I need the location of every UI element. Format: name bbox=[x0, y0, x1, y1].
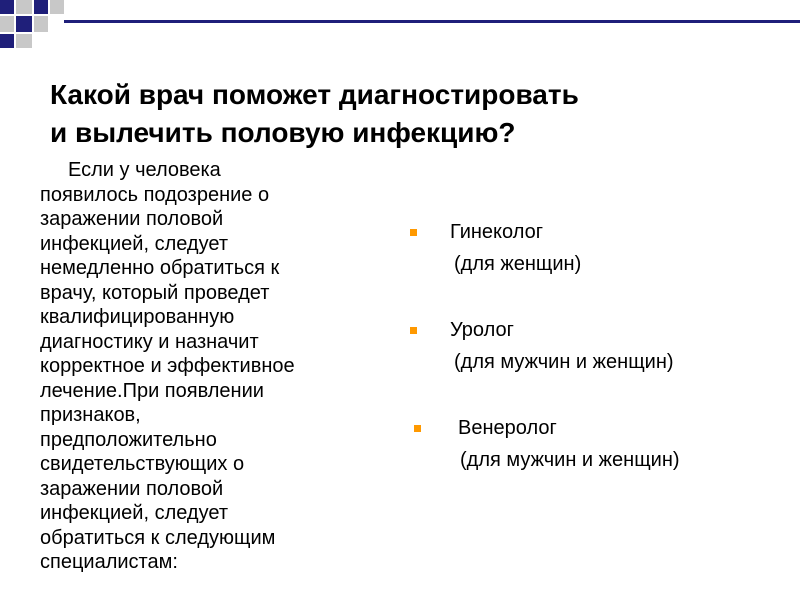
decor-square bbox=[50, 0, 64, 14]
paragraph-line: специалистам: bbox=[40, 551, 178, 573]
paragraph-line: обратиться к следующим bbox=[40, 526, 276, 549]
decor-square bbox=[0, 16, 14, 32]
paragraph-line: корректное и эффективное bbox=[40, 355, 295, 377]
list-item-urologist bbox=[410, 314, 790, 412]
paragraph-line: немедленно обратиться к bbox=[40, 257, 280, 279]
corner-decoration bbox=[0, 0, 800, 50]
paragraph-line: квалифицированную bbox=[40, 306, 235, 328]
paragraph-line: свидетельствующих о bbox=[40, 453, 245, 475]
paragraph-line: инфекцией, следует bbox=[40, 502, 228, 524]
paragraph-line: появилось подозрение о bbox=[40, 183, 270, 206]
specialist-name: Гинеколог bbox=[450, 221, 544, 243]
paragraph-line: лечение.При появлении bbox=[40, 379, 264, 402]
square-bullet-icon bbox=[410, 229, 417, 236]
decor-square bbox=[0, 34, 14, 48]
slide-title-line: Какой врач поможет диагностировать bbox=[50, 79, 579, 110]
decor-square bbox=[34, 16, 48, 32]
square-bullet-icon bbox=[414, 425, 421, 432]
decor-square bbox=[16, 16, 32, 32]
paragraph-line: заражении половой bbox=[40, 208, 224, 230]
specialist-name: Венеролог bbox=[458, 417, 557, 439]
slide-title bbox=[50, 76, 770, 152]
specialist-name: Уролог bbox=[450, 319, 514, 341]
specialists-list bbox=[410, 216, 790, 510]
decor-line bbox=[64, 20, 800, 23]
paragraph-line: Если у человека bbox=[68, 159, 221, 181]
paragraph-line: заражении половой bbox=[40, 477, 224, 500]
list-item-gynecologist bbox=[410, 216, 790, 314]
paragraph-line: предположительно bbox=[40, 428, 217, 451]
specialist-note: (для мужчин и женщин) bbox=[460, 449, 680, 471]
specialist-note: (для женщин) bbox=[454, 253, 582, 275]
paragraph-line: диагностику и назначит bbox=[40, 330, 259, 353]
paragraph-line: признаков, bbox=[40, 404, 141, 426]
decor-square bbox=[16, 34, 32, 48]
explanation-paragraph bbox=[40, 158, 400, 575]
paragraph-line: врачу, который проведет bbox=[40, 281, 270, 304]
decor-square bbox=[16, 0, 32, 14]
specialist-note: (для мужчин и женщин) bbox=[454, 351, 674, 373]
list-item-venereologist bbox=[410, 412, 790, 510]
slide-title-line: и вылечить половую инфекцию? bbox=[50, 117, 516, 148]
paragraph-line: инфекцией, следует bbox=[40, 232, 228, 255]
decor-square bbox=[0, 0, 14, 14]
decor-square bbox=[34, 0, 48, 14]
square-bullet-icon bbox=[410, 327, 417, 334]
